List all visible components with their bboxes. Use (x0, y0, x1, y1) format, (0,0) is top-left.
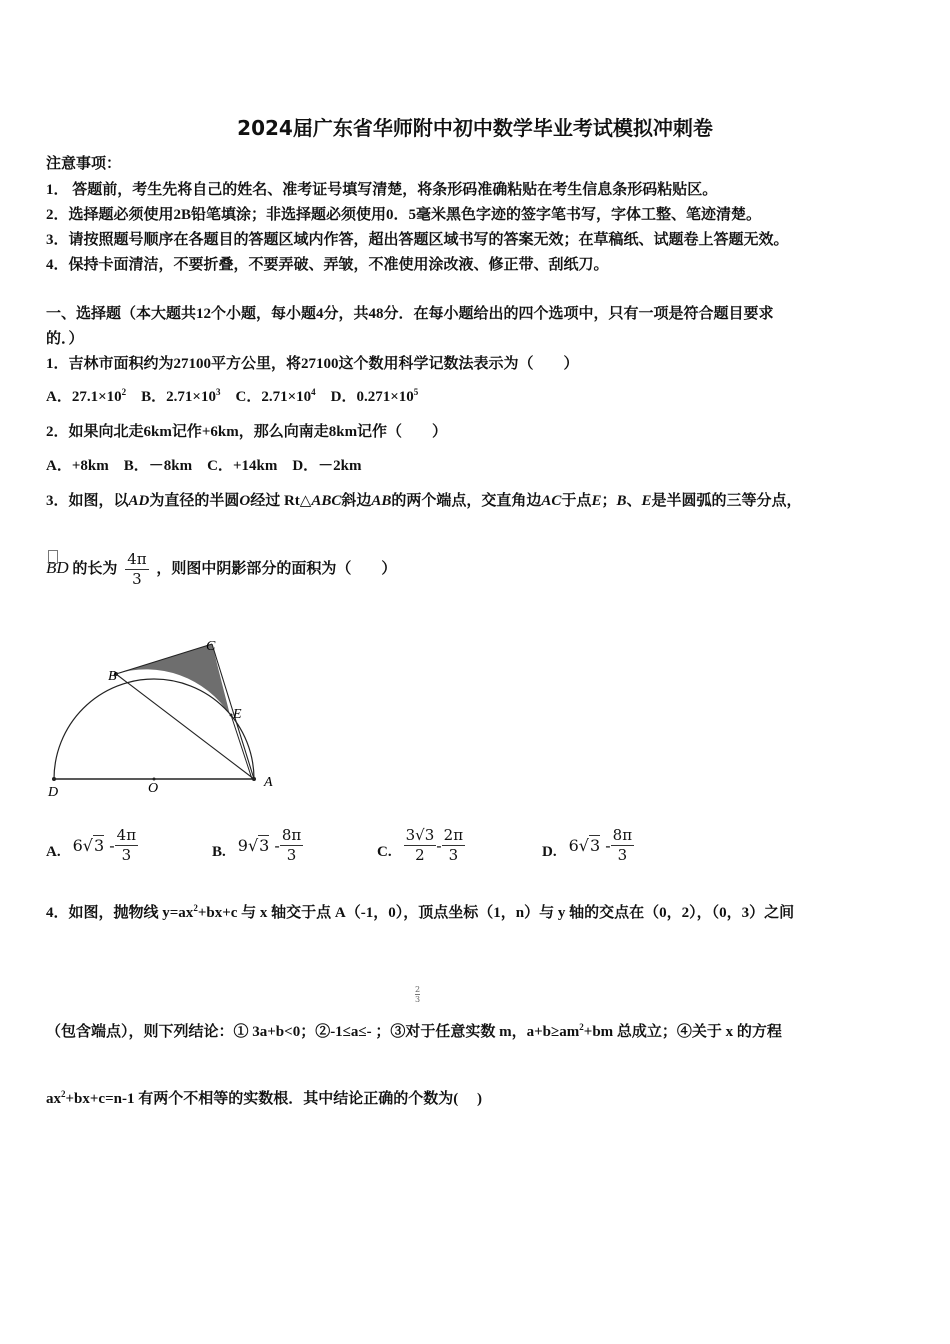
notice-item-2: 2．选择题必须使用2B铅笔填涂；非选择题必须使用0．5毫米黑色字迹的签字笔书写，字体工整、笔迹清楚。 (46, 207, 762, 223)
page-title: 2024届广东省华师附中初中数学毕业考试模拟冲刺卷 (237, 116, 713, 140)
arc-bd: BD (46, 558, 69, 578)
option-d[interactable]: D．$0.271\times 10^5$ (330, 387, 419, 405)
notice-item-1: 1． 答题前，考生先将自己的姓名、准考证号填写清楚，将条形码准确粘贴在考生信息条形码粘贴区。 (46, 182, 718, 198)
notice-heading: 注意事项： (46, 156, 122, 172)
label-e: E (233, 707, 242, 722)
label-c: C (206, 639, 216, 654)
label-b: B (108, 669, 117, 684)
question-4-line3: $ax^2+bx+c=n-1$ 有两个不相等的实数根．其中结论正确的个数为( ) (46, 1089, 482, 1107)
question-3-line2: BD 的长为 $\frac{4\pi}{3}$ ，则图中阴影部分的面积为（ ） (46, 550, 397, 588)
semicircle-figure (44, 632, 284, 802)
question-3-option-a[interactable]: A. 6√3 - $\frac{4\pi}{3}$ (46, 825, 137, 864)
option-a[interactable]: A．+8km (46, 458, 109, 474)
label-o: O (148, 781, 159, 796)
notice-item-4: 4．保持卡面清洁，不要折叠，不要弄破、弄皱，不准使用涂改液、修正带、刮纸刀。 (46, 257, 609, 273)
label-d: D (48, 785, 59, 800)
option-b[interactable]: B．$2.71\times 10^3$ (141, 387, 221, 405)
question-3-option-b[interactable]: B. 9√3 - $\frac{8\pi}{3}$ (212, 825, 302, 864)
notice-item-3: 3．请按照题号顺序在各题目的答题区域内作答，超出答题区域书写的答案无效；在草稿纸、试题卷上答题无效。 (46, 232, 789, 248)
arc-symbol-icon (48, 550, 58, 564)
question-4-line2: （包含端点），则下列结论：① 3a+b<0；②-1≤a≤- ；③对于任意实数 m，$a+b\ge am^2+bm$ 总成立；④关于 x 的方程 (46, 1022, 782, 1040)
option-d[interactable]: D．－2km (292, 458, 362, 474)
section-heading-line2: 的．） (46, 331, 84, 347)
question-1-options (46, 385, 418, 406)
option-c[interactable]: C．$2.71\times 10^4$ (235, 387, 316, 405)
section-heading-line1: 一、选择题（本大题共12个小题，每小题4分，共48分．在每小题给出的四个选项中，只有一项是符合题目要求 (46, 306, 774, 322)
question-4-line1: 4．如图，抛物线 $y=ax^2+bx+c$ 与 x 轴交于点 A（-1，0），顶点坐标（1，n）与 y 轴的交点在（0，2），（0，3）之间 (46, 903, 795, 921)
question-3-stem: 3．如图，以AD为直径的半圆O经过 Rt△ABC斜边AB的两个端点，交直角边AC于点E；B、E是半圆弧的三等分点， (46, 493, 802, 509)
question-3-option-d[interactable]: D. 6√3 - $\frac{8\pi}{3}$ (542, 825, 633, 864)
option-c[interactable]: C．+14km (207, 458, 278, 474)
question-2-stem: 2．如果向北走6km记作+6km，那么向南走8km记作（ ） (46, 424, 448, 440)
arc-length-fraction: $\frac{4\pi}{3}$ (127, 550, 147, 588)
question-1-stem: 1．吉林市面积约为27100平方公里，将27100这个数用科学记数法表示为（ ） (46, 356, 579, 372)
option-a[interactable]: A．$27.1\times 10^2$ (46, 387, 127, 405)
question-3-option-c[interactable]: C. $\frac{3√3}{2}$ - $\frac{2\pi}{3}$ (377, 825, 464, 864)
label-a: A (264, 775, 273, 790)
question-2-options (46, 454, 362, 475)
option-b[interactable]: B．－8km (123, 458, 193, 474)
question-4-mini-fraction: $\frac{2}{3}$ (415, 985, 421, 1004)
